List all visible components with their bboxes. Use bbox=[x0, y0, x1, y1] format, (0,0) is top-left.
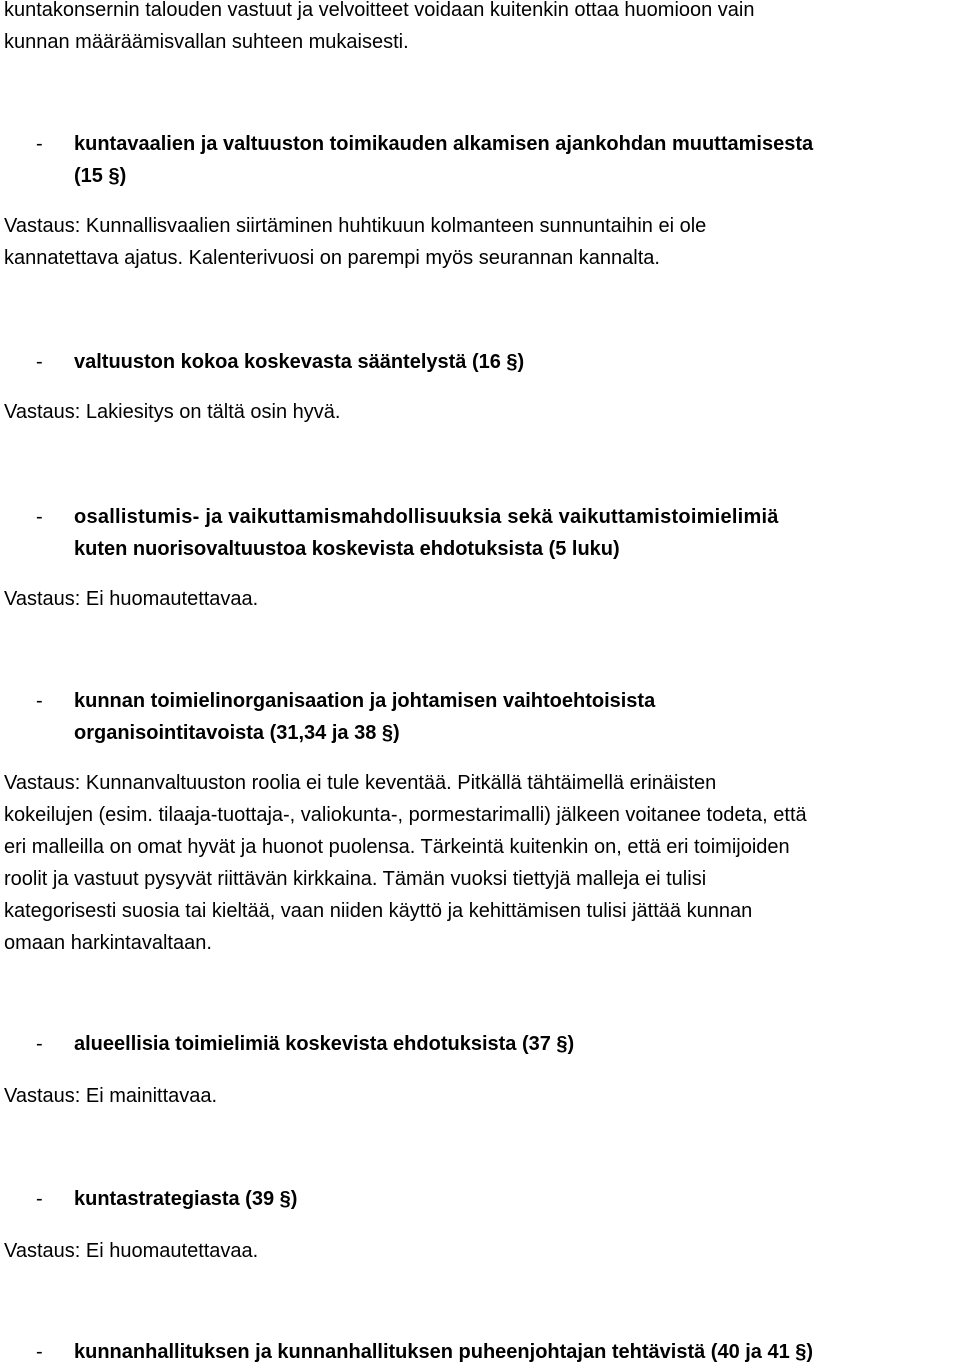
section-heading-line: valtuuston kokoa koskevasta sääntelystä (16 §) bbox=[74, 351, 525, 373]
answer-line: Vastaus: Lakiesitys on tältä osin hyvä. bbox=[4, 401, 341, 423]
bullet-dash: - bbox=[36, 1033, 43, 1055]
answer-line: kategorisesti suosia tai kieltää, vaan niiden käyttö ja kehittämisen tulisi jättää kunnan bbox=[4, 900, 753, 922]
answer-line: kokeilujen (esim. tilaaja-tuottaja-, valiokunta-, pormestarimalli) jälkeen voitanee todeta, että bbox=[4, 804, 807, 826]
bullet-dash: - bbox=[36, 690, 43, 712]
section-heading-line: osallistumis- ja vaikuttamismahdollisuuksia sekä vaikuttamistoimielimiä bbox=[74, 506, 779, 528]
answer-line: roolit ja vastuut pysyvät riittävän kirkkaina. Tämän vuoksi tiettyjä malleja ei tulisi bbox=[4, 868, 707, 890]
answer-line: eri malleilla on omat hyvät ja huonot puolensa. Tärkeintä kuitenkin on, että eri toimijoiden bbox=[4, 836, 790, 858]
section-heading-line: kuntastrategiasta (39 §) bbox=[74, 1188, 298, 1210]
section-heading-line: alueellisia toimielimiä koskevista ehdotuksista (37 §) bbox=[74, 1033, 575, 1055]
bullet-dash: - bbox=[36, 1341, 43, 1363]
bullet-dash: - bbox=[36, 1188, 43, 1210]
section-heading-line: kuten nuorisovaltuustoa koskevista ehdotuksista (5 luku) bbox=[74, 538, 620, 560]
answer-line: Vastaus: Ei mainittavaa. bbox=[4, 1085, 218, 1107]
answer-line: Vastaus: Ei huomautettavaa. bbox=[4, 1240, 259, 1262]
section-heading-line: organisointitavoista (31,34 ja 38 §) bbox=[74, 722, 400, 744]
answer-line: Vastaus: Kunnallisvaalien siirtäminen huhtikuun kolmanteen sunnuntaihin ei ole bbox=[4, 215, 707, 237]
answer-line: Vastaus: Kunnanvaltuuston roolia ei tule keventää. Pitkällä tähtäimellä erinäisten bbox=[4, 772, 717, 794]
answer-line: kannatettava ajatus. Kalenterivuosi on parempi myös seurannan kannalta. bbox=[4, 247, 660, 269]
bullet-dash: - bbox=[36, 133, 43, 155]
section-heading-line: kunnan toimielinorganisaation ja johtamisen vaihtoehtoisista bbox=[74, 690, 656, 712]
section-heading-line: kuntavaalien ja valtuuston toimikauden alkamisen ajankohdan muuttamisesta bbox=[74, 133, 814, 155]
bullet-dash: - bbox=[36, 506, 43, 528]
intro-line-1: kuntakonsernin talouden vastuut ja velvoitteet voidaan kuitenkin ottaa huomioon vain bbox=[4, 0, 755, 21]
bullet-dash: - bbox=[36, 351, 43, 373]
section-heading-line: (15 §) bbox=[74, 165, 127, 187]
answer-line: omaan harkintavaltaan. bbox=[4, 932, 212, 954]
section-heading-line: kunnanhallituksen ja kunnanhallituksen puheenjohtajan tehtävistä (40 ja 41 §) bbox=[74, 1341, 814, 1363]
intro-line-2: kunnan määräämisvallan suhteen mukaisesti. bbox=[4, 31, 409, 53]
answer-line: Vastaus: Ei huomautettavaa. bbox=[4, 588, 259, 610]
